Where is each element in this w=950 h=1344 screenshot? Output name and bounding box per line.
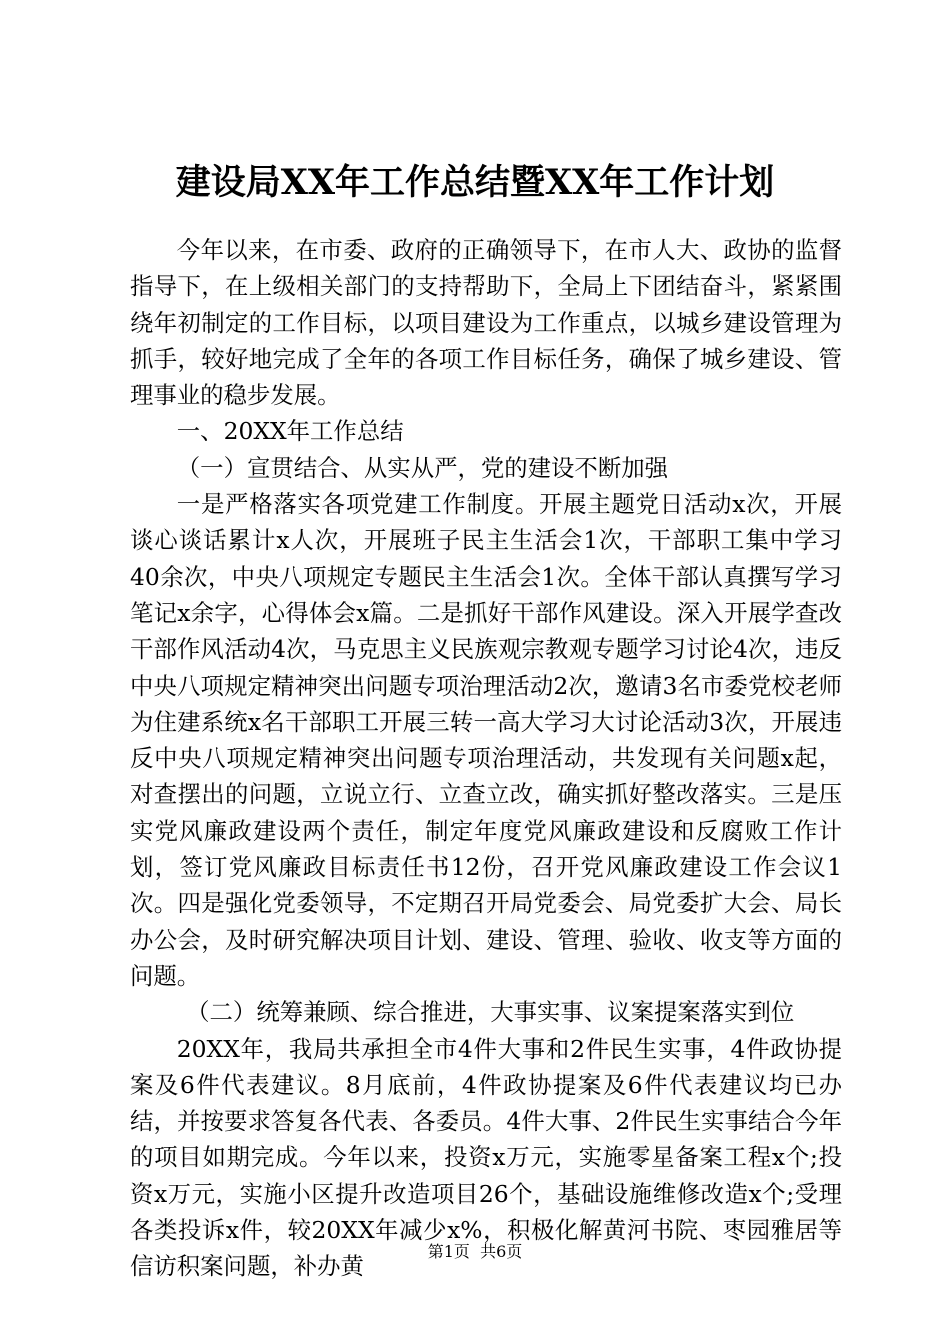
body-paragraph-major-events: 20XX年，我局共承担全市4件大事和2件民生实事，4件政协提案及6件代表建议。8月底前，4件政协提案及6件代表建议均已办结，并按要求答复各代表、各委员。4件大事、2件民生实事结合今年的项目如期完成。今年以来，投资x万元，实施零星备案工程x个;投资x万元，实施小区提升改造项目26个，基础设施维修改造x个;受理各类投诉x件，较20XX年减少x%，积极化解黄河书院、枣园雅居等信访积案问题，补办黄 [130,1034,842,1281]
document-body [130,232,842,1285]
body-paragraph-party-building: 一是严格落实各项党建工作制度。开展主题党日活动x次，开展谈心谈话累计x人次，开展班子民主生活会1次，干部职工集中学习40余次，中央八项规定专题民主生活会1次。全体干部认真撰写学习笔记x余字，心得体会x篇。二是抓好干部作风建设。深入开展学查改干部作风活动4次，马克思主义民族观宗教观专题学习讨论4次，违反中央八项规定精神突出问题专项治理活动2次，邀请3名市委党校老师为住建系统x名干部职工开展三转一高大学习大讨论活动3次，开展违反中央八项规定精神突出问题专项治理活动，共发现有关问题x起，对查摆出的问题，立说立行、立查立改，确实抓好整改落实。三是压实党风廉政建设两个责任，制定年度党风廉政建设和反腐败工作计划，签订党风廉政目标责任书12份，召开党风廉政建设工作会议1次。四是强化党委领导，不定期召开局党委会、局党委扩大会、局长办公会，及时研究解决项目计划、建设、管理、验收、收支等方面的问题。 [130,490,842,990]
subsection-heading-1: （一）宣贯结合、从实从严，党的建设不断加强 [176,453,668,482]
page-footer: 第1页 共6页 [427,1242,523,1261]
intro-paragraph: 今年以来，在市委、政府的正确领导下，在市人大、政协的监督指导下，在上级相关部门的支持帮助下，全局上下团结奋斗，紧紧围绕年初制定的工作目标，以项目建设为工作重点，以城乡建设管理为抓手，较好地完成了全年的各项工作目标任务，确保了城乡建设、管理事业的稳步发展。 [130,236,842,410]
subsection-heading-2: （二）统筹兼顾、综合推进，大事实事、议案提案落实到位 [186,998,795,1027]
document-title: 建设局XX年工作总结暨XX年工作计划 [175,162,775,203]
section-heading-summary: 一、20XX年工作总结 [176,417,404,446]
